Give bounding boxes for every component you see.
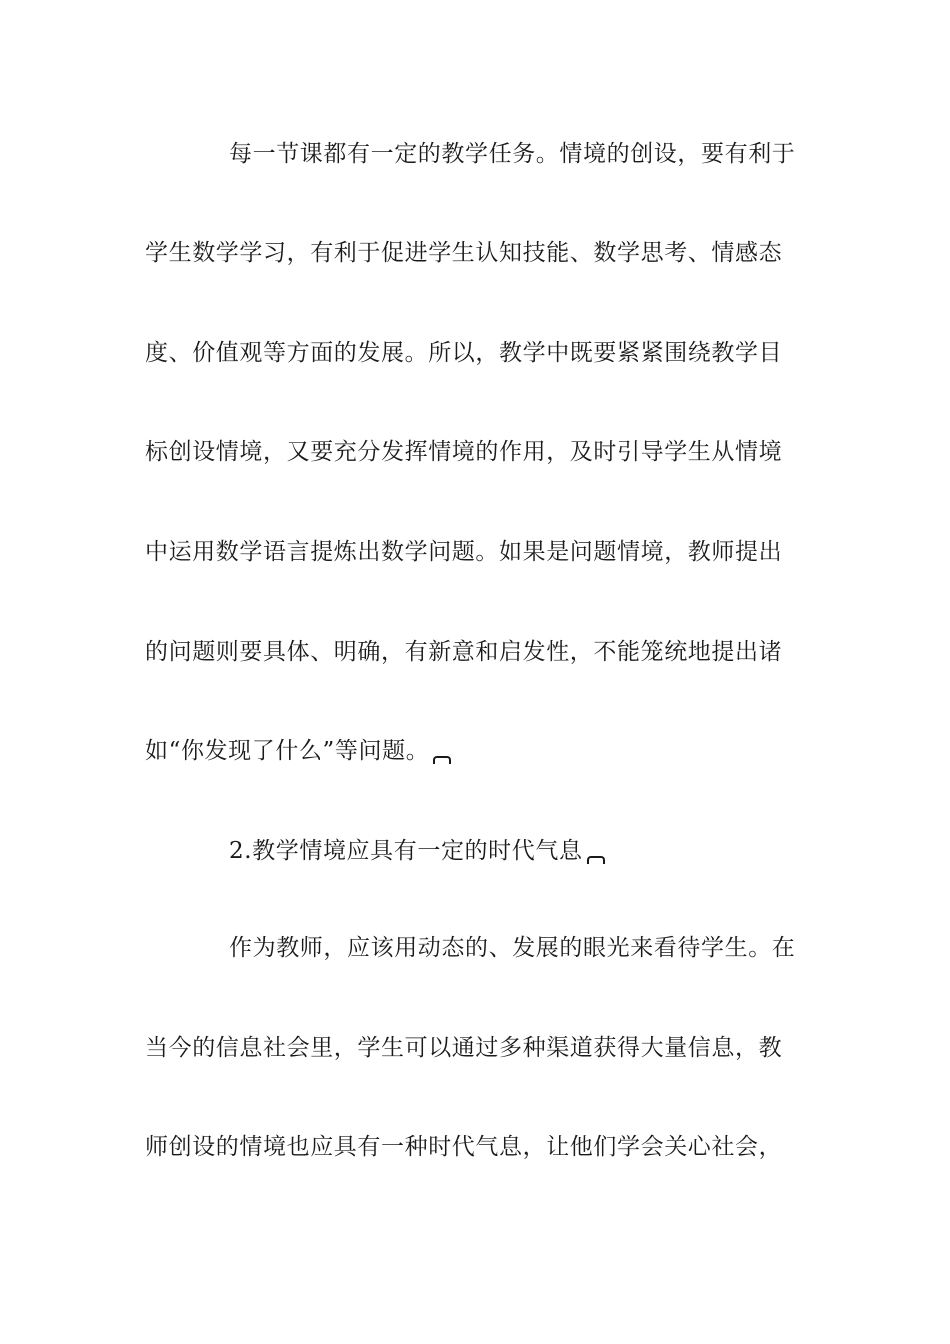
paragraph-line-7-text: 如“你发现了什么”等问题。 [145, 738, 430, 764]
paragraph-line-5: 中运用数学语言提炼出数学问题。如果是问题情境，教师提出 [145, 539, 783, 565]
paragraph-line-8: 作为教师，应该用动态的、发展的眼光来看待学生。在 [229, 935, 796, 961]
section-heading [229, 836, 909, 866]
section-heading-text: 2.教学情境应具有一定的时代气息 [229, 838, 583, 864]
paragraph-mark-icon [433, 756, 451, 764]
paragraph-line-9: 当今的信息社会里，学生可以通过多种渠道获得大量信息，教 [145, 1035, 783, 1061]
paragraph-line-10: 师创设的情境也应具有一种时代气息，让他们学会关心社会， [145, 1134, 783, 1160]
paragraph-line-2: 学生数学学习，有利于促进学生认知技能、数学思考、情感态 [145, 240, 783, 266]
paragraph-line-1: 每一节课都有一定的教学任务。情境的创设，要有利于 [229, 141, 796, 167]
paragraph-line-7 [145, 736, 825, 766]
paragraph-line-3: 度、价值观等方面的发展。所以，教学中既要紧紧围绕教学目 [145, 340, 783, 366]
paragraph-mark-icon [587, 856, 605, 864]
paragraph-line-6: 的问题则要具体、明确，有新意和启发性，不能笼统地提出诸 [145, 639, 783, 665]
paragraph-line-4: 标创设情境，又要充分发挥情境的作用，及时引导学生从情境 [145, 439, 783, 465]
